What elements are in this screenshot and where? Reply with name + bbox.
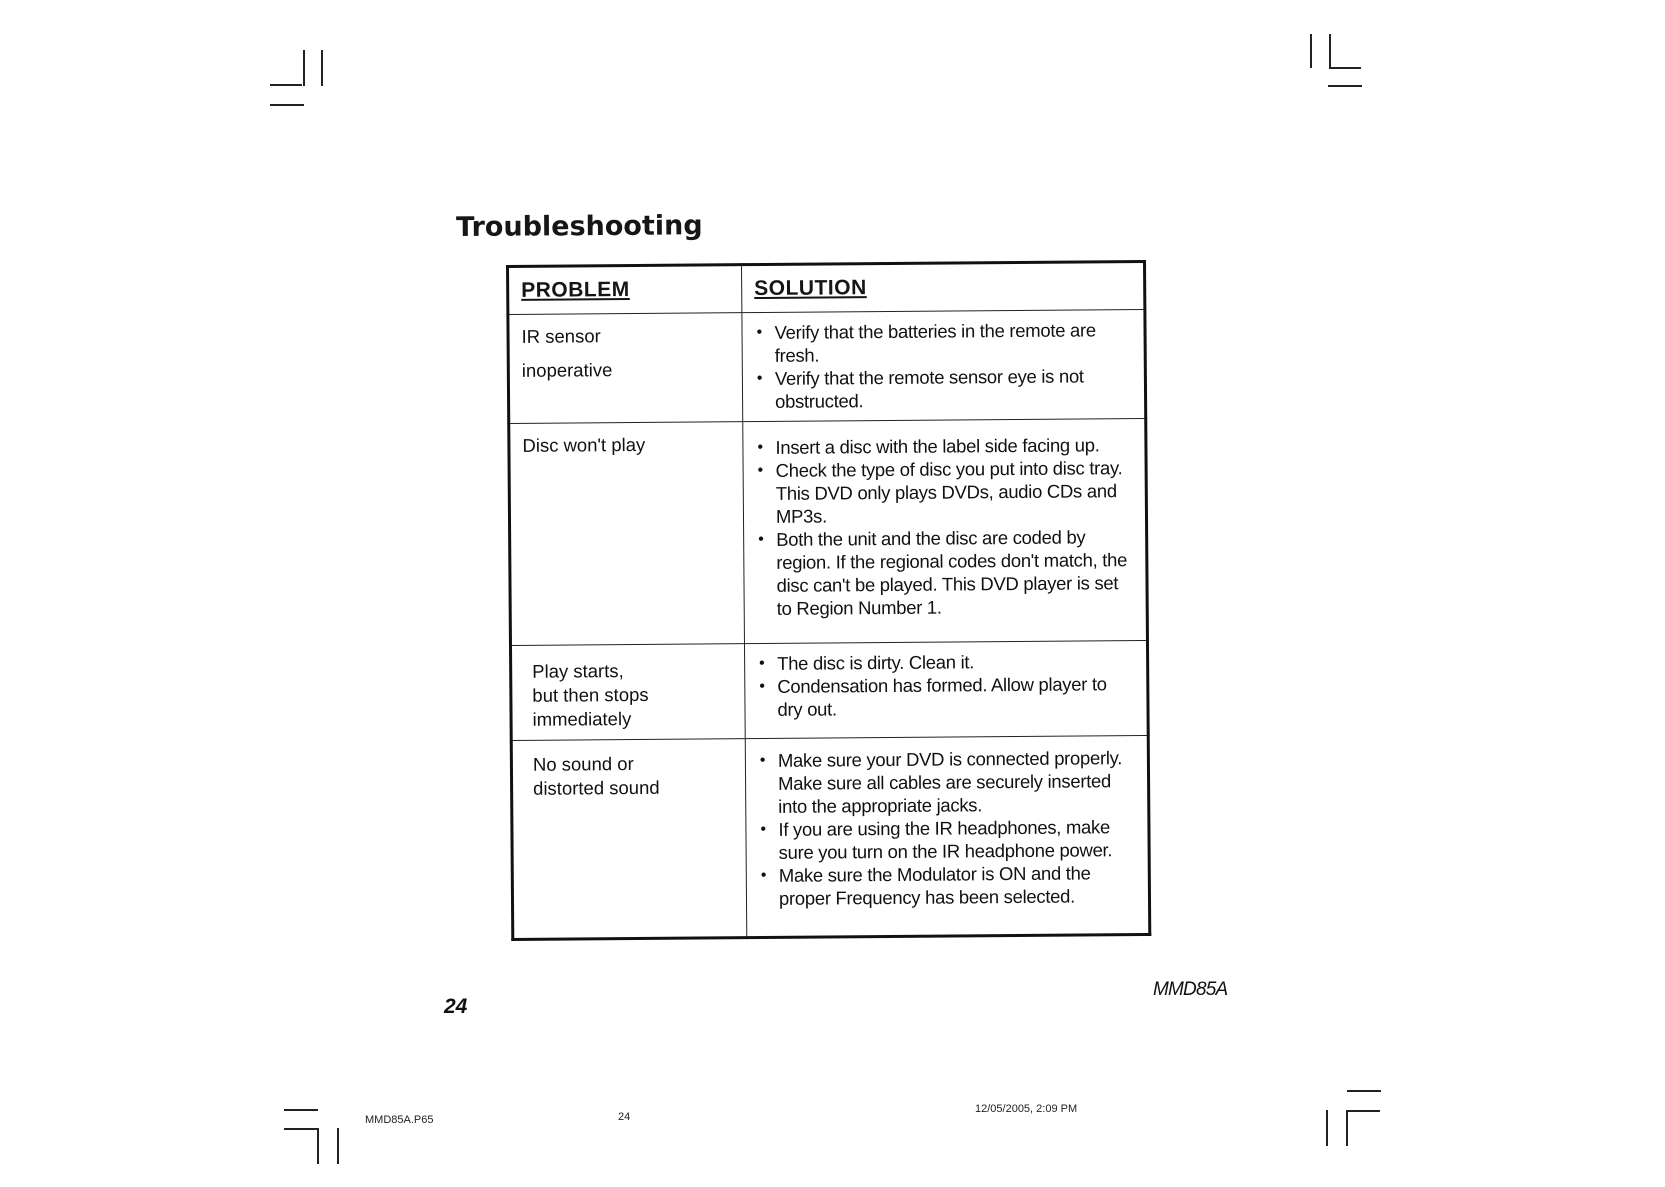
table-row xyxy=(511,735,1150,939)
crop-mark xyxy=(270,84,302,86)
troubleshooting-table-container xyxy=(506,260,1151,941)
crop-mark xyxy=(1346,1110,1380,1112)
problem-text: No sound or xyxy=(532,753,634,775)
problem-cell xyxy=(510,644,745,741)
crop-mark xyxy=(1347,1090,1381,1092)
model-number: MMD85A xyxy=(1153,979,1228,1000)
page-number: 24 xyxy=(444,995,468,1018)
troubleshooting-table xyxy=(506,260,1151,941)
solution-list xyxy=(760,746,1138,910)
solution-item: • If you are using the IR headphones, make sure you turn on the IR headphone power. xyxy=(760,815,1137,864)
problem-cell xyxy=(511,739,747,940)
crop-mark xyxy=(284,1109,318,1111)
solution-column-header: SOLUTION xyxy=(742,261,1145,312)
solution-list xyxy=(757,433,1135,620)
solution-cell xyxy=(743,418,1148,643)
crop-mark xyxy=(321,50,323,86)
problem-cell xyxy=(509,422,745,646)
table-row xyxy=(509,418,1148,645)
problem-column-header: PROBLEM xyxy=(508,265,742,315)
problem-text: Play starts, xyxy=(532,660,624,682)
solution-item: • Make sure your DVD is connected properly. Make sure all cables are securely inserted into the appropriate jacks. xyxy=(760,746,1138,818)
crop-mark xyxy=(1326,1110,1328,1146)
crop-mark xyxy=(337,1128,339,1164)
problem-text: but then stops xyxy=(532,683,649,706)
crop-mark xyxy=(270,104,304,106)
table-row xyxy=(508,309,1146,423)
problem-text: distorted sound xyxy=(533,776,660,799)
crop-mark xyxy=(317,1128,319,1164)
crop-mark xyxy=(1310,34,1312,68)
problem-text: immediately xyxy=(532,708,632,730)
problem-text: IR sensor xyxy=(521,325,601,347)
solution-list xyxy=(759,649,1137,721)
solution-item: • The disc is dirty. Clean it. xyxy=(759,649,1136,675)
crop-mark xyxy=(1329,67,1361,69)
crop-mark xyxy=(1346,1110,1348,1146)
footer-datetime: 12/05/2005, 2:09 PM xyxy=(975,1103,1078,1115)
problem-text: inoperative xyxy=(521,359,613,381)
solution-item: • Check the type of disc you put into disc tray. This DVD only plays DVDs, audio CDs and MP3s. xyxy=(758,456,1136,528)
problem-text: Disc won't play xyxy=(522,433,646,456)
solution-item: • Condensation has formed. Allow player to dry out. xyxy=(759,672,1136,721)
problem-cell xyxy=(508,313,743,424)
solution-cell xyxy=(744,640,1148,738)
solution-item: • Insert a disc with the label side facing up. xyxy=(757,433,1134,459)
table-header-row xyxy=(508,261,1145,314)
solution-cell xyxy=(745,735,1150,937)
crop-mark xyxy=(1329,34,1331,68)
footer-filename: MMD85A.P65 xyxy=(365,1114,434,1126)
solution-list xyxy=(756,318,1134,413)
page-title: Troubleshooting xyxy=(456,210,703,243)
crop-mark xyxy=(1328,85,1362,87)
solution-cell xyxy=(742,309,1146,421)
table-row xyxy=(510,640,1148,740)
solution-item: • Make sure the Modulator is ON and the proper Frequency has been selected. xyxy=(761,861,1138,910)
solution-item: • Verify that the batteries in the remote are fresh. xyxy=(756,318,1133,367)
footer-page-number: 24 xyxy=(618,1111,631,1123)
solution-item: • Verify that the remote sensor eye is not obstructed. xyxy=(757,364,1134,413)
crop-mark xyxy=(303,50,305,86)
solution-item: • Both the unit and the disc are coded by region. If the regional codes don't match, the disc can't be played. This DVD player is set to Region Number 1. xyxy=(758,525,1136,620)
crop-mark xyxy=(284,1128,318,1130)
